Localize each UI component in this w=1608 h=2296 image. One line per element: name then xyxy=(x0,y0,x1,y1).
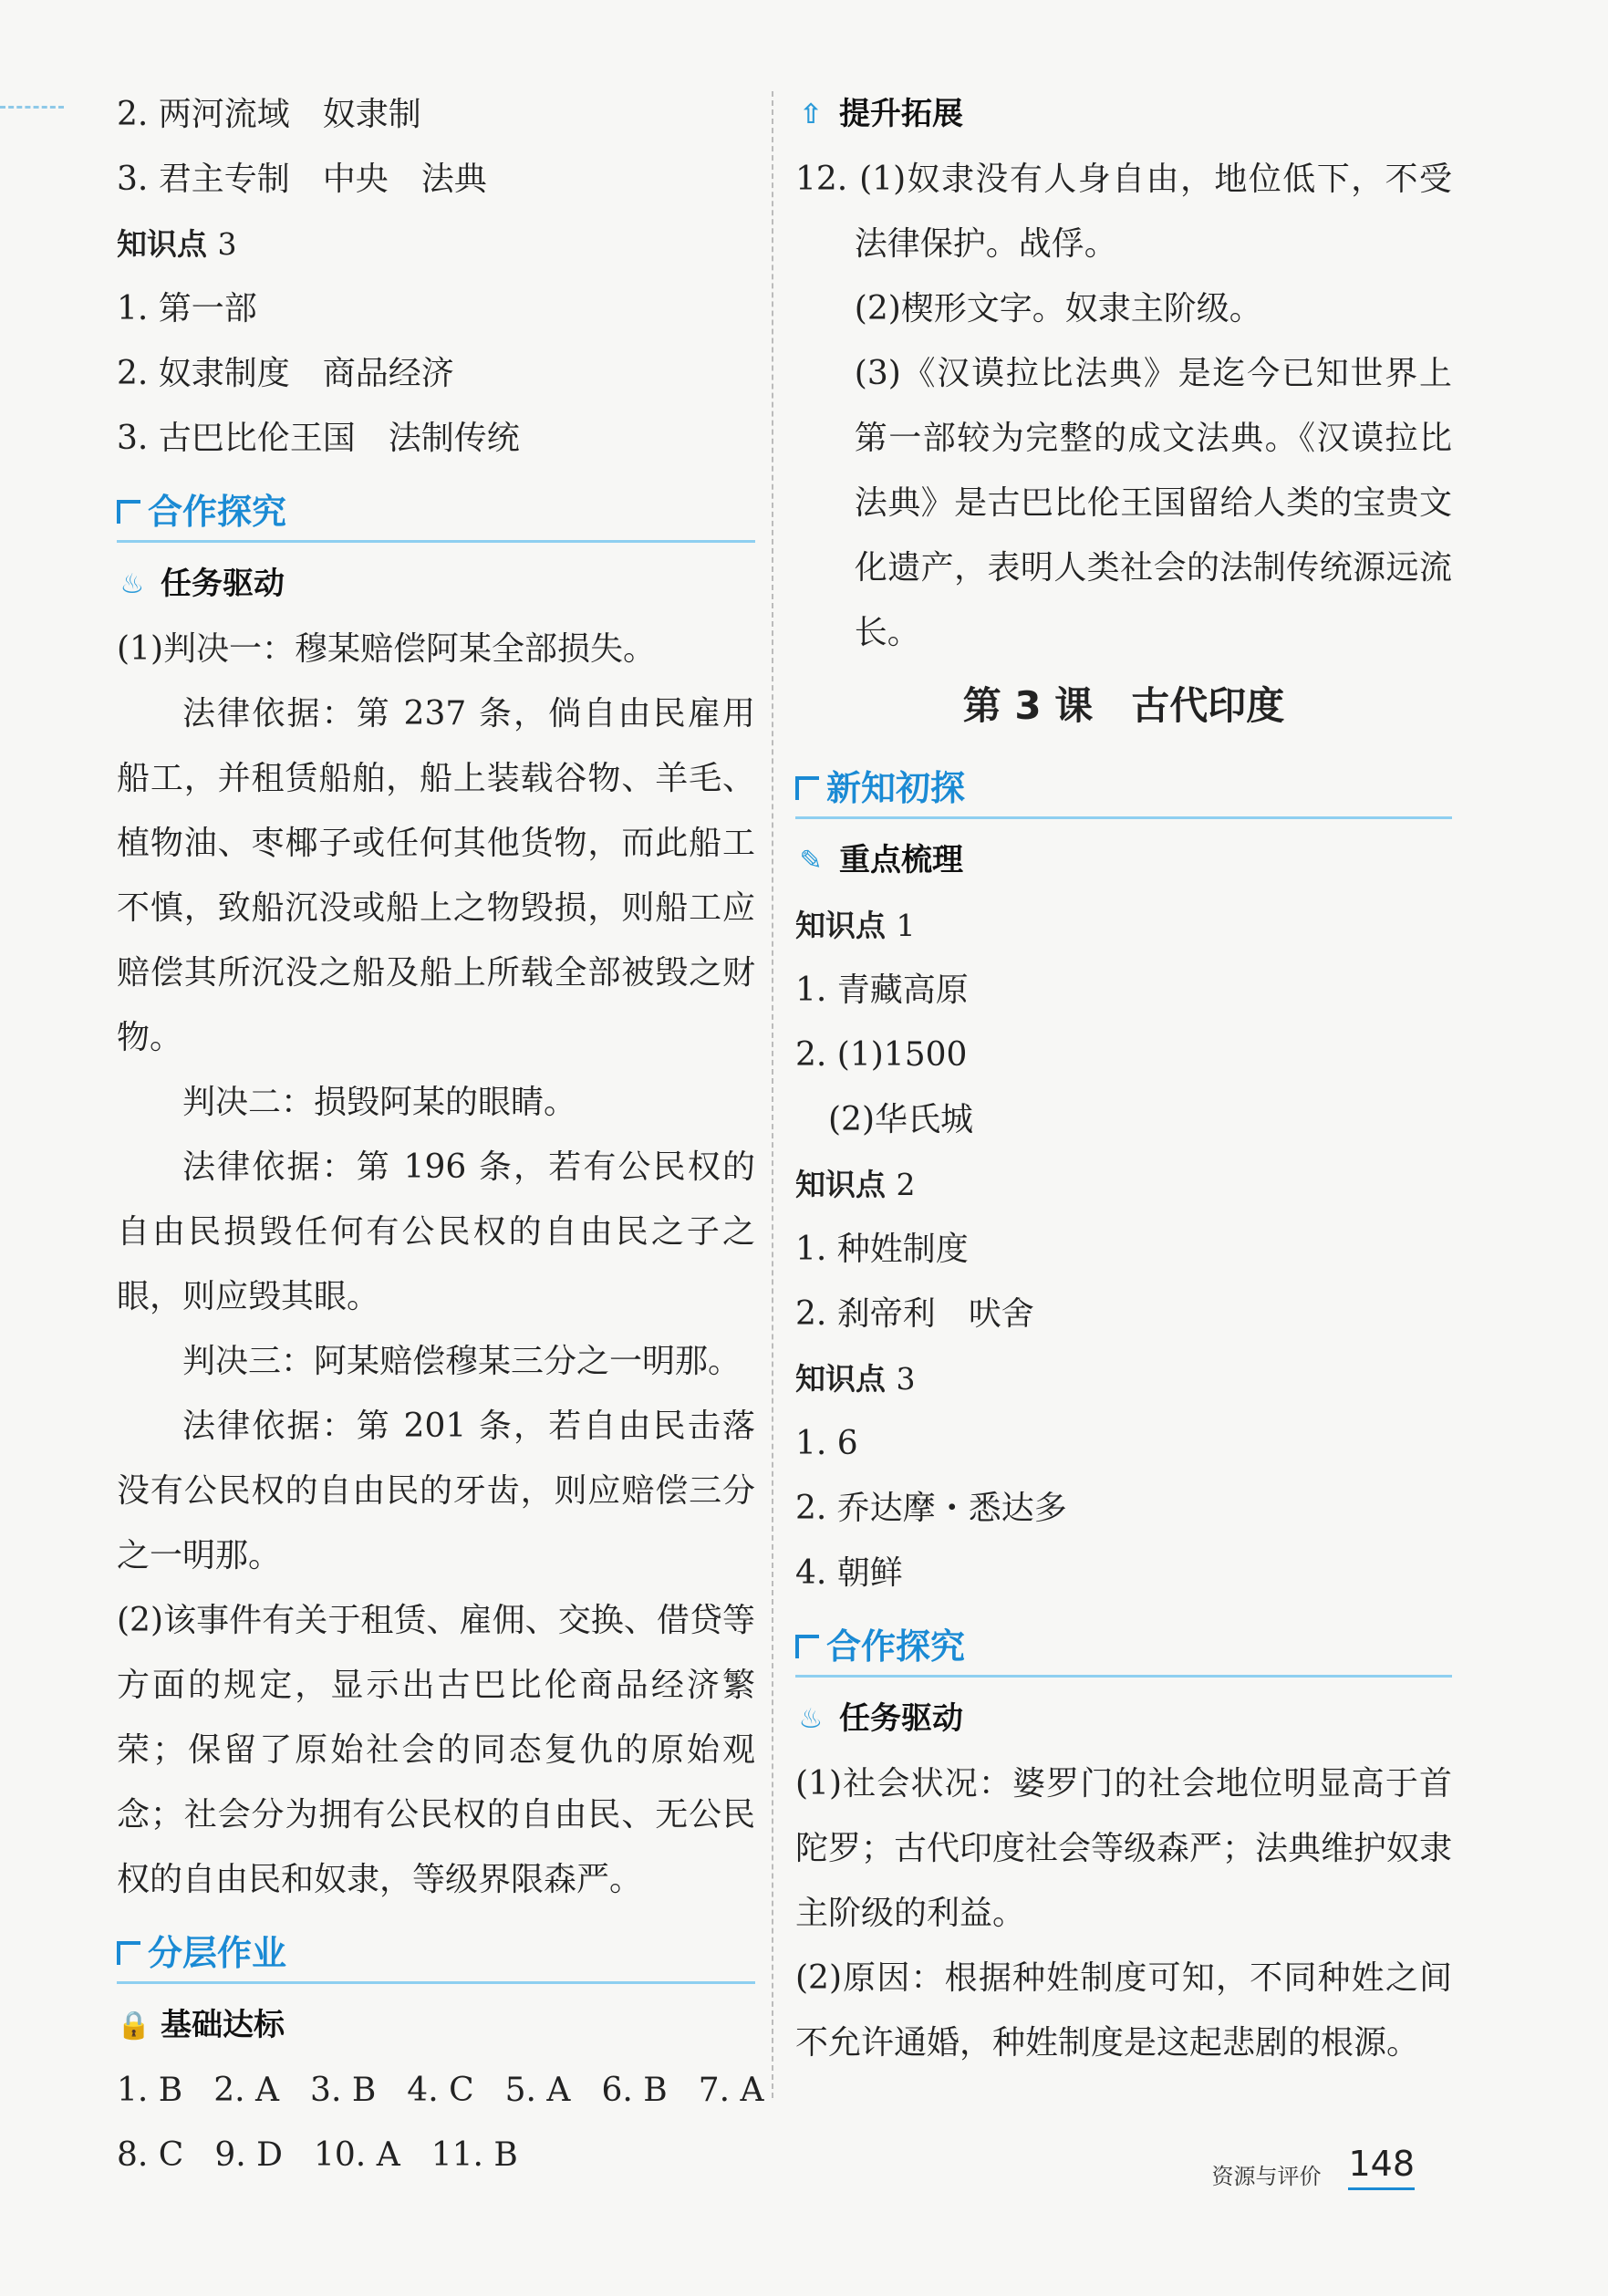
page-footer xyxy=(1211,2144,1415,2190)
answer-paragraph: 法律依据：第 196 条，若有公民权的自由民损毁任何有公民权的自由民之子之眼，则应毁其眼。 xyxy=(117,1148,755,1315)
section-heading-new: 新知初探 xyxy=(795,753,1452,819)
answer-paragraph: (1)判决一：穆某赔偿阿某全部损失。 xyxy=(117,630,656,668)
knowledge-point-heading: 知识点 1 xyxy=(795,908,916,943)
knowledge-point-heading: 知识点 3 xyxy=(117,226,237,262)
answer-line: 2. 刹帝利 吠舍 xyxy=(795,1295,1034,1333)
answer-line: 3. 君主专制 中央 法典 xyxy=(117,161,487,198)
answer-line: 2. 乔达摩・悉达多 xyxy=(795,1490,1067,1527)
page-number: 148 xyxy=(1348,2144,1415,2190)
corner-arrow-icon xyxy=(117,500,140,524)
answer-paragraph: 法律依据：第 237 条，倘自由民雇用船工，并租赁船舶，船上装载谷物、羊毛、植物油、枣椰子或任何其他货物，而此船工不慎，致船沉没或船上之物毁损，则船工应赔偿其所沉没之船及船上所载全部被毁之财物。 xyxy=(117,695,755,1056)
answer-row: 1. B 2. A 3. B 4. C 5. A 6. B 7. A xyxy=(117,2072,764,2109)
section-heading-cooperation: 合作探究 xyxy=(117,476,755,543)
answer-line: 1. 6 xyxy=(795,1425,858,1462)
answer-line: 2. 奴隶制度 商品经济 xyxy=(117,355,454,392)
corner-arrow-icon xyxy=(795,1635,819,1658)
section-heading-layered: 分层作业 xyxy=(117,1917,755,1984)
answer-paragraph: (2)楔形文字。奴隶主阶级。 xyxy=(854,290,1262,327)
flame-icon: ♨ xyxy=(119,568,145,600)
up-arrow-icon: ⇧ xyxy=(799,99,823,130)
subheading-key: ✎ 重点梳理 xyxy=(795,828,1452,893)
answer-paragraph: 判决三：阿某赔偿穆某三分之一明那。 xyxy=(182,1343,742,1380)
page-edge-mark xyxy=(0,106,64,109)
flame-icon: ♨ xyxy=(798,1703,824,1735)
subheading-extend: ⇧ 提升拓展 xyxy=(795,82,1452,147)
subheading-basic: 🔒 基础达标 xyxy=(117,1993,755,2058)
corner-arrow-icon xyxy=(795,776,819,800)
answer-line: 1. 第一部 xyxy=(117,290,257,327)
answer-row: 8. C 9. D 10. A 11. B xyxy=(117,2136,518,2174)
book-title: 资源与评价 xyxy=(1211,2164,1322,2189)
column-divider xyxy=(772,91,773,2098)
knowledge-point-heading: 知识点 3 xyxy=(795,1361,916,1397)
answer-paragraph: 12. (1)奴隶没有人身自由，地位低下，不受法律保护。战俘。 xyxy=(795,161,1452,263)
subheading-task: ♨ 任务驱动 xyxy=(795,1687,1452,1751)
knowledge-point-heading: 知识点 2 xyxy=(795,1167,916,1202)
answer-paragraph: (2)该事件有关于租赁、雇佣、交换、借贷等方面的规定，显示出古巴比伦商品经济繁荣；保留了原始社会的同态复仇的原始观念；社会分为拥有公民权的自由民、无公民权的自由民和奴隶，等级界限森严。 xyxy=(117,1602,755,1898)
left-column xyxy=(117,82,764,2187)
corner-arrow-icon xyxy=(117,1941,140,1965)
answer-line: 1. 种姓制度 xyxy=(795,1231,969,1268)
answer-line: 3. 古巴比伦王国 法制传统 xyxy=(117,420,520,457)
pen-icon: ✎ xyxy=(799,845,823,877)
answer-paragraph: 法律依据：第 201 条，若自由民击落没有公民权的自由民的牙齿，则应赔偿三分之一明那。 xyxy=(117,1408,755,1574)
answer-line: 4. 朝鲜 xyxy=(795,1554,903,1592)
lock-check-icon: 🔒 xyxy=(117,2010,151,2041)
answer-line: 2. 两河流域 奴隶制 xyxy=(117,96,421,133)
lesson-title: 第 3 课 古代印度 xyxy=(962,683,1285,728)
answer-line: 1. 青藏高原 xyxy=(795,971,969,1009)
right-column xyxy=(795,82,1452,2075)
answer-paragraph: (2)原因：根据种姓制度可知，不同种姓之间不允许通婚，种姓制度是这起悲剧的根源。 xyxy=(795,1959,1452,2062)
subheading-task: ♨ 任务驱动 xyxy=(117,552,755,617)
answer-paragraph: (3)《汉谟拉比法典》是迄今已知世界上第一部较为完整的成文法典。《汉谟拉比法典》是古巴比伦王国留给人类的宝贵文化遗产，表明人类社会的法制传统源远流长。 xyxy=(854,355,1452,651)
answer-line: (2)华氏城 xyxy=(828,1101,973,1138)
section-heading-cooperation: 合作探究 xyxy=(795,1611,1452,1678)
answer-paragraph: 判决二：损毁阿某的眼睛。 xyxy=(182,1084,577,1121)
answer-line: 2. (1)1500 xyxy=(795,1036,968,1074)
answer-paragraph: (1)社会状况：婆罗门的社会地位明显高于首陀罗；古代印度社会等级森严；法典维护奴隶主阶级的利益。 xyxy=(795,1765,1453,1932)
